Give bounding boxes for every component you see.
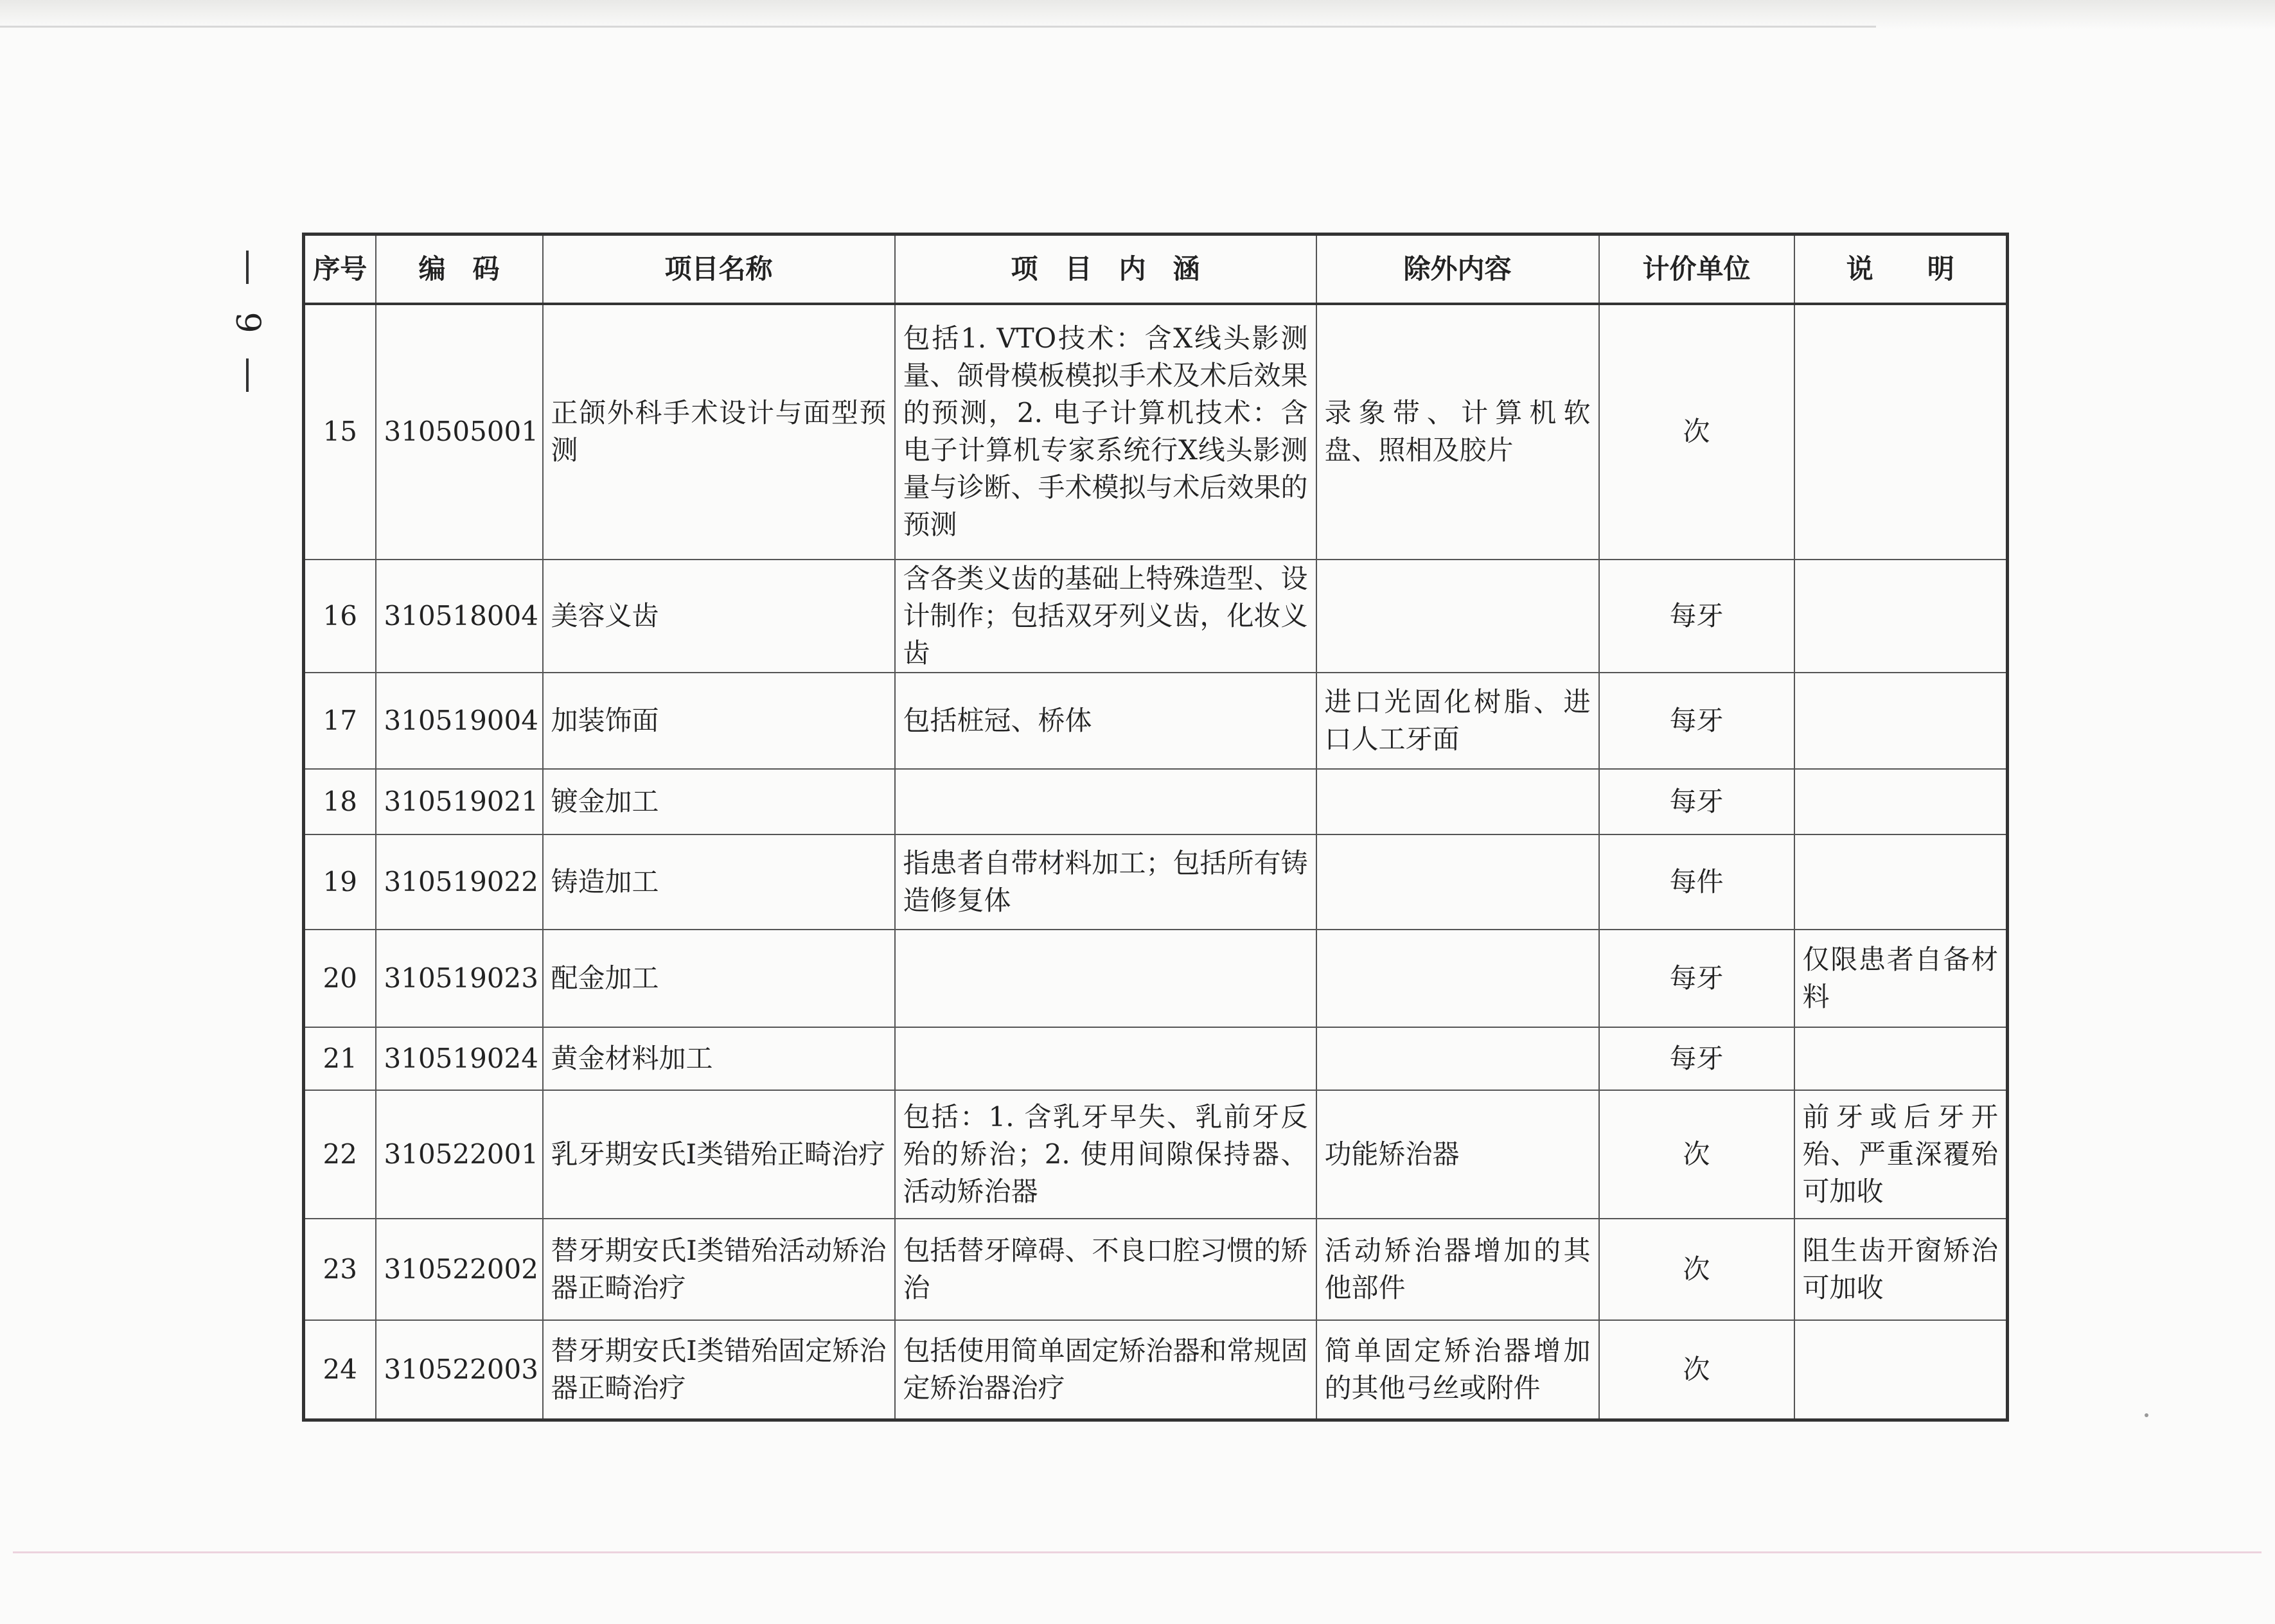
cell-exclusion: 录象带、计算机软盘、照相及胶片 [1316,304,1599,560]
scan-bottom-line [13,1551,2262,1553]
cell-name: 镀金加工 [543,769,895,834]
cell-code: 310505001 [376,304,543,560]
cell-content [895,769,1316,834]
cell-unit: 每牙 [1599,769,1794,834]
cell-content: 包括1. VTO技术：含X线头影测量、颌骨模板模拟手术及术后效果的预测，2. 电子计算机技术：含电子计算机专家系统行X线头影测量与诊断、手术模拟与术后效果的预测 [895,304,1316,560]
cell-content: 包括使用简单固定矫治器和常规固定矫治器治疗 [895,1320,1316,1420]
cell-unit: 每件 [1599,834,1794,930]
cell-exclusion [1316,1027,1599,1090]
cell-no: 21 [304,1027,376,1090]
cell-exclusion [1316,834,1599,930]
cell-no: 19 [304,834,376,930]
cell-unit: 次 [1599,1219,1794,1320]
cell-exclusion [1316,560,1599,673]
fee-table [302,233,2009,1422]
cell-name: 乳牙期安氏I类错殆正畸治疗 [543,1090,895,1219]
table-row [304,1320,2008,1420]
cell-unit: 次 [1599,304,1794,560]
header-exclusion: 除外内容 [1316,234,1599,304]
cell-name: 美容义齿 [543,560,895,673]
cell-name: 配金加工 [543,930,895,1027]
table-row [304,769,2008,834]
cell-exclusion [1316,769,1599,834]
cell-name: 替牙期安氏I类错殆固定矫治器正畸治疗 [543,1320,895,1420]
page-number [218,251,276,392]
header-unit: 计价单位 [1599,234,1794,304]
scan-speck [2145,1413,2148,1417]
header-no: 序号 [304,234,376,304]
cell-code: 310519021 [376,769,543,834]
header-content: 项 目 内 涵 [895,234,1316,304]
page-number-digit: 9 [228,312,267,333]
cell-exclusion: 功能矫治器 [1316,1090,1599,1219]
cell-name: 黄金材料加工 [543,1027,895,1090]
cell-exclusion: 简单固定矫治器增加的其他弓丝或附件 [1316,1320,1599,1420]
cell-note [1794,834,2008,930]
table-row [304,304,2008,560]
cell-note [1794,1320,2008,1420]
cell-code: 310518004 [376,560,543,673]
cell-no: 24 [304,1320,376,1420]
cell-note: 仅限患者自备材料 [1794,930,2008,1027]
cell-no: 23 [304,1219,376,1320]
cell-unit: 每牙 [1599,560,1794,673]
header-note: 说 明 [1794,234,2008,304]
cell-content [895,930,1316,1027]
cell-no: 16 [304,560,376,673]
scan-top-line [0,26,1876,28]
cell-code: 310522002 [376,1219,543,1320]
cell-no: 20 [304,930,376,1027]
cell-unit: 每牙 [1599,1027,1794,1090]
cell-exclusion: 进口光固化树脂、进口人工牙面 [1316,673,1599,769]
cell-unit: 每牙 [1599,930,1794,1027]
header-name: 项目名称 [543,234,895,304]
cell-code: 310522003 [376,1320,543,1420]
page-dash-top [246,251,249,284]
cell-note: 阻生齿开窗矫治可加收 [1794,1219,2008,1320]
cell-code: 310519023 [376,930,543,1027]
table-row [304,560,2008,673]
table-header-row [304,234,2008,304]
cell-exclusion [1316,930,1599,1027]
table-row [304,673,2008,769]
header-code: 编 码 [376,234,543,304]
table-row [304,834,2008,930]
cell-no: 18 [304,769,376,834]
cell-name: 加装饰面 [543,673,895,769]
cell-content: 包括：1. 含乳牙早失、乳前牙反殆的矫治；2. 使用间隙保持器、活动矫治器 [895,1090,1316,1219]
table-row [304,930,2008,1027]
cell-no: 22 [304,1090,376,1219]
table-row [304,1219,2008,1320]
cell-note [1794,560,2008,673]
cell-code: 310519004 [376,673,543,769]
cell-content: 包括替牙障碍、不良口腔习惯的矫治 [895,1219,1316,1320]
cell-note [1794,673,2008,769]
cell-content: 指患者自带材料加工；包括所有铸造修复体 [895,834,1316,930]
cell-note [1794,769,2008,834]
cell-name: 正颌外科手术设计与面型预测 [543,304,895,560]
cell-content: 包括桩冠、桥体 [895,673,1316,769]
cell-content [895,1027,1316,1090]
cell-unit: 次 [1599,1320,1794,1420]
page-dash-bottom [246,358,249,392]
cell-name: 铸造加工 [543,834,895,930]
cell-name: 替牙期安氏I类错殆活动矫治器正畸治疗 [543,1219,895,1320]
cell-exclusion: 活动矫治器增加的其他部件 [1316,1219,1599,1320]
cell-unit: 每牙 [1599,673,1794,769]
cell-unit: 次 [1599,1090,1794,1219]
cell-note: 前牙或后牙开殆、严重深覆殆可加收 [1794,1090,2008,1219]
table-row [304,1090,2008,1219]
cell-no: 15 [304,304,376,560]
cell-no: 17 [304,673,376,769]
cell-code: 310519022 [376,834,543,930]
cell-note [1794,304,2008,560]
cell-code: 310519024 [376,1027,543,1090]
cell-content: 含各类义齿的基础上特殊造型、设计制作；包括双牙列义齿，化妆义齿 [895,560,1316,673]
table-row [304,1027,2008,1090]
cell-code: 310522001 [376,1090,543,1219]
cell-note [1794,1027,2008,1090]
